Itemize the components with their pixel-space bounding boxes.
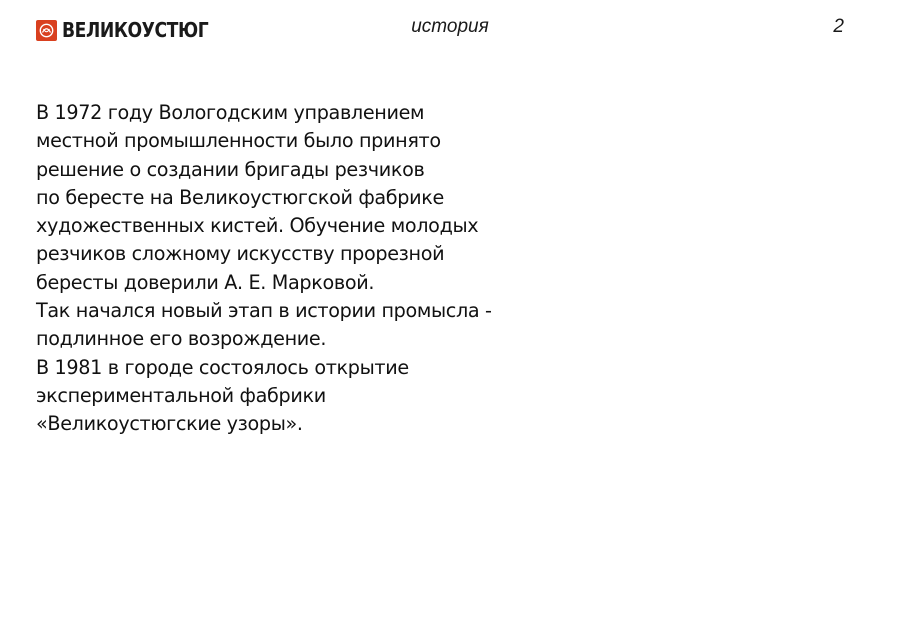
logo-text: ВЕЛИКОУСТЮГ xyxy=(62,18,209,42)
text-line: Так начался новый этап в истории промысла - xyxy=(36,299,492,323)
text-line: по бересте на Великоустюгской фабрике xyxy=(36,185,444,209)
text-line: В 1972 году Вологодским управлением xyxy=(36,101,425,124)
text-line: экспериментальной фабрики xyxy=(36,383,326,407)
text-line: местной промышленности было принято xyxy=(36,129,441,153)
page-header xyxy=(0,0,900,60)
text-line: бересты доверили А. Е. Марковой. xyxy=(36,270,375,294)
text-line: резчиков сложному искусству прорезной xyxy=(36,242,445,266)
page-number: 2 xyxy=(833,16,844,37)
body-paragraph xyxy=(36,99,556,439)
text-line: художественных кистей. Обучение молодых xyxy=(36,214,479,238)
text-line: подлинное его возрождение. xyxy=(36,327,327,351)
text-line: «Великоустюгские узоры». xyxy=(36,412,303,436)
text-line: решение о создании бригады резчиков xyxy=(36,157,425,181)
section-title: история xyxy=(411,16,489,37)
text-line: В 1981 в городе состоялось открытие xyxy=(36,355,409,379)
